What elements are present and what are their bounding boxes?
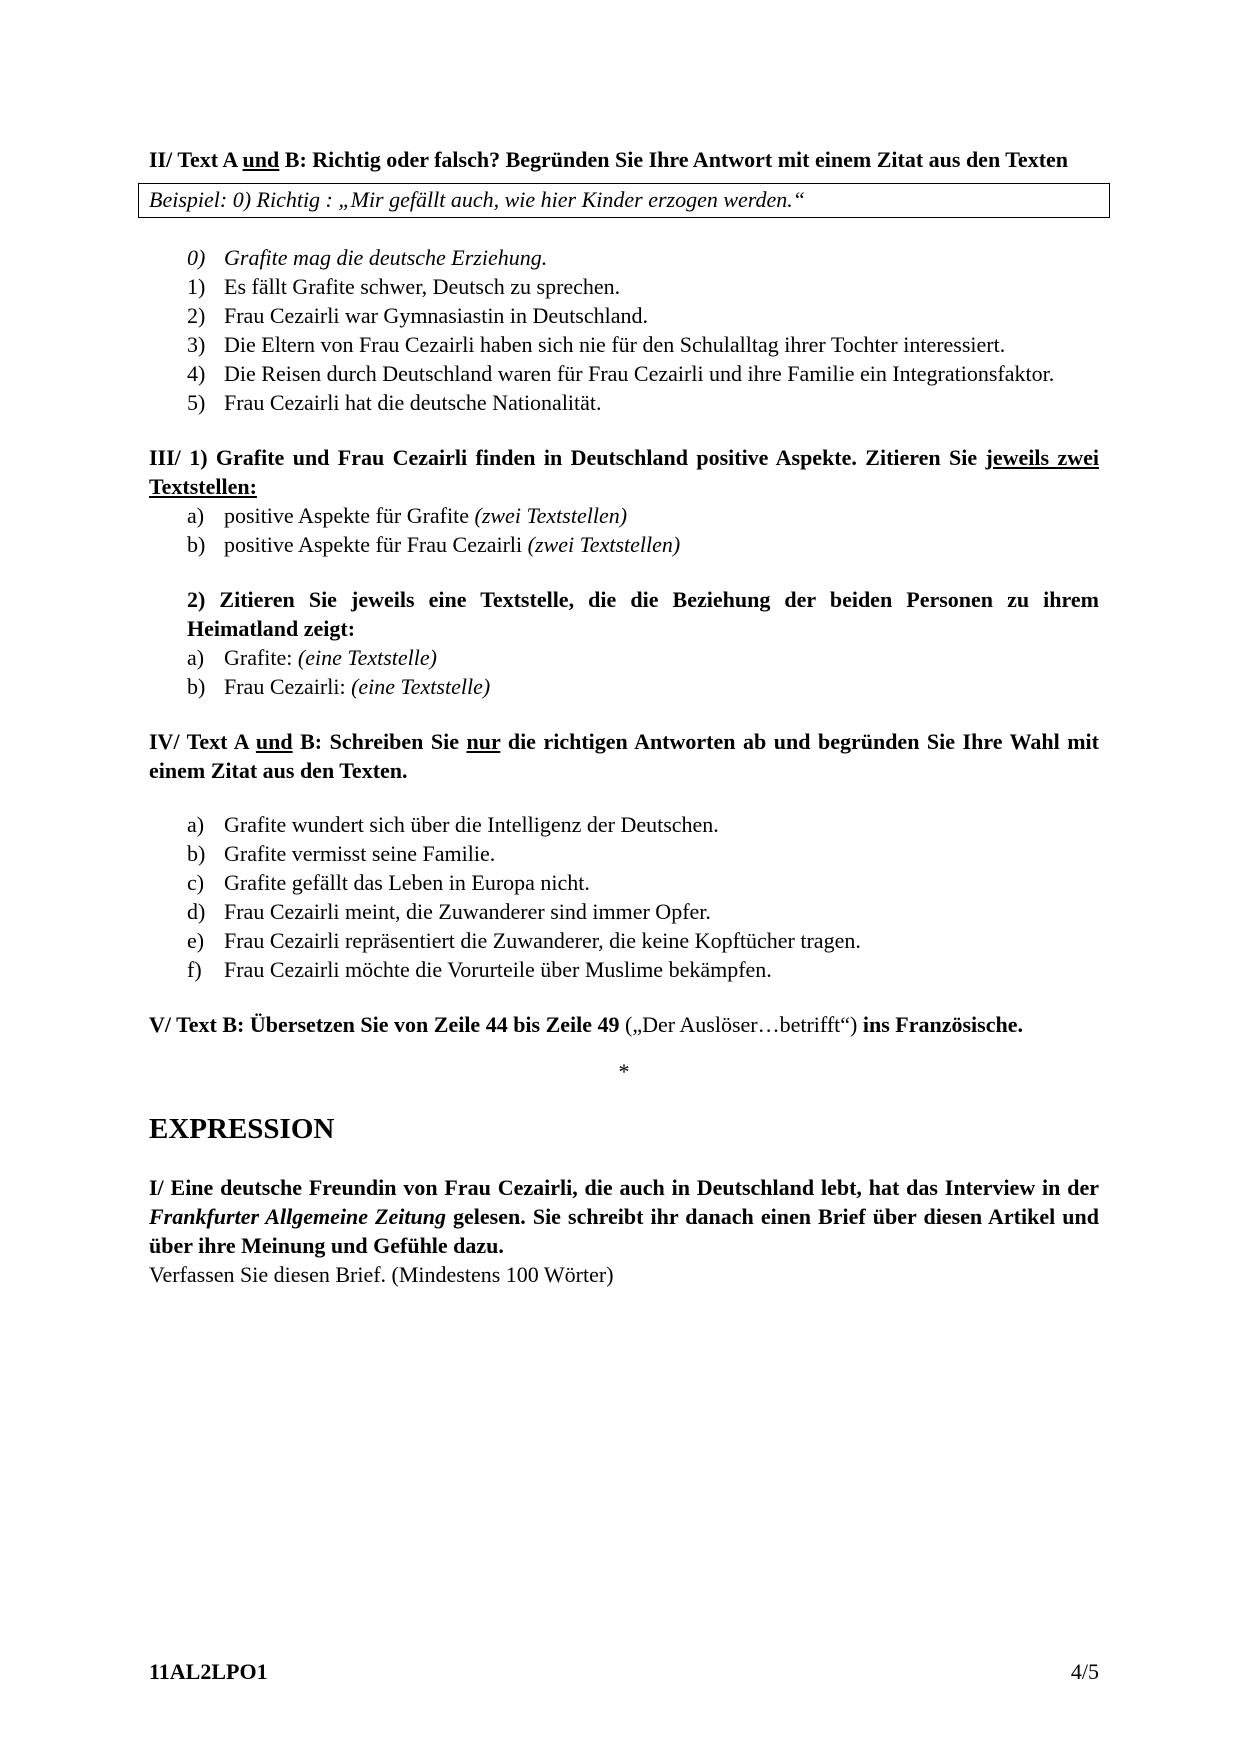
list-item: 2) Frau Cezairli war Gymnasiastin in Deutschland. [187, 303, 649, 328]
list-item: b) positive Aspekte für Frau Cezairli (zwei Textstellen) [187, 532, 681, 557]
list-item: b) Frau Cezairli: (eine Textstelle) [187, 674, 491, 699]
expression-title: EXPRESSION [149, 1113, 335, 1145]
list-item: 1) Es fällt Grafite schwer, Deutsch zu sprechen. [187, 274, 621, 299]
section-4-list [149, 810, 1099, 984]
list-item: 5) Frau Cezairli hat die deutsche Nationalität. [187, 390, 602, 415]
section-4-heading: IV/ Text A und B: Schreiben Sie nur die richtigen Antworten ab und begründen Sie Ihre Wahl mit einem Zitat aus den Texten. [149, 729, 1099, 783]
list-item: 4) Die Reisen durch Deutschland waren für Frau Cezairli und ihre Familie ein Integrationsfaktor. [187, 361, 1055, 386]
section-2-heading: II/ Text A und B: Richtig oder falsch? Begründen Sie Ihre Antwort mit einem Zitat aus den Texten [149, 147, 1069, 172]
list-item: d) Frau Cezairli meint, die Zuwanderer sind immer Opfer. [187, 899, 711, 924]
exam-code: 11AL2LPO1 [149, 1659, 268, 1684]
section-3-part-2-list [149, 643, 1099, 701]
list-item: a) Grafite: (eine Textstelle) [187, 645, 437, 670]
example-box: Beispiel: 0) Richtig : „Mir gefällt auch, wie hier Kinder erzogen werden.“ [138, 183, 1110, 218]
section-3-part-2-heading: 2) Zitieren Sie jeweils eine Textstelle, die die Beziehung der beiden Personen zu ihrem Heimatland zeigt: [187, 587, 1099, 641]
section-5-heading: V/ Text B: Übersetzen Sie von Zeile 44 bis Zeile 49 („Der Auslöser…betrifft“) ins Französische. [149, 1012, 1023, 1037]
list-item: c) Grafite gefällt das Leben in Europa nicht. [187, 870, 590, 895]
expression-task: I/ Eine deutsche Freundin von Frau Cezairli, die auch in Deutschland lebt, hat das Interview in der Frankfurter Allgemeine Zeitung gelesen. Sie schreibt ihr danach einen Brief über diesen Artikel und über ihre Meinung und Gefühle dazu. [149, 1175, 1099, 1258]
list-item: f) Frau Cezairli möchte die Vorurteile über Muslime bekämpfen. [187, 957, 772, 982]
list-item: 3) Die Eltern von Frau Cezairli haben sich nie für den Schulalltag ihrer Tochter interessiert. [187, 332, 1006, 357]
section-separator: * [618, 1059, 630, 1084]
list-item: a) Grafite wundert sich über die Intelligenz der Deutschen. [187, 812, 719, 837]
list-item: b) Grafite vermisst seine Familie. [187, 841, 496, 866]
section-2-list [149, 243, 1099, 417]
list-item: e) Frau Cezairli repräsentiert die Zuwanderer, die keine Kopftücher tragen. [187, 928, 861, 953]
page-content [149, 145, 1099, 1289]
list-item: 0) Grafite mag die deutsche Erziehung. [187, 245, 548, 270]
list-item: a) positive Aspekte für Grafite (zwei Textstellen) [187, 503, 628, 528]
page-footer [149, 1657, 1099, 1686]
section-3-heading: III/ 1) Grafite und Frau Cezairli finden in Deutschland positive Aspekte. Zitieren Sie jeweils zwei Textstellen: [149, 445, 1099, 499]
expression-instruction: Verfassen Sie diesen Brief. (Mindestens 100 Wörter) [149, 1262, 614, 1287]
section-3-part-1-list [149, 501, 1099, 559]
page-number: 4/5 [1070, 1659, 1099, 1684]
